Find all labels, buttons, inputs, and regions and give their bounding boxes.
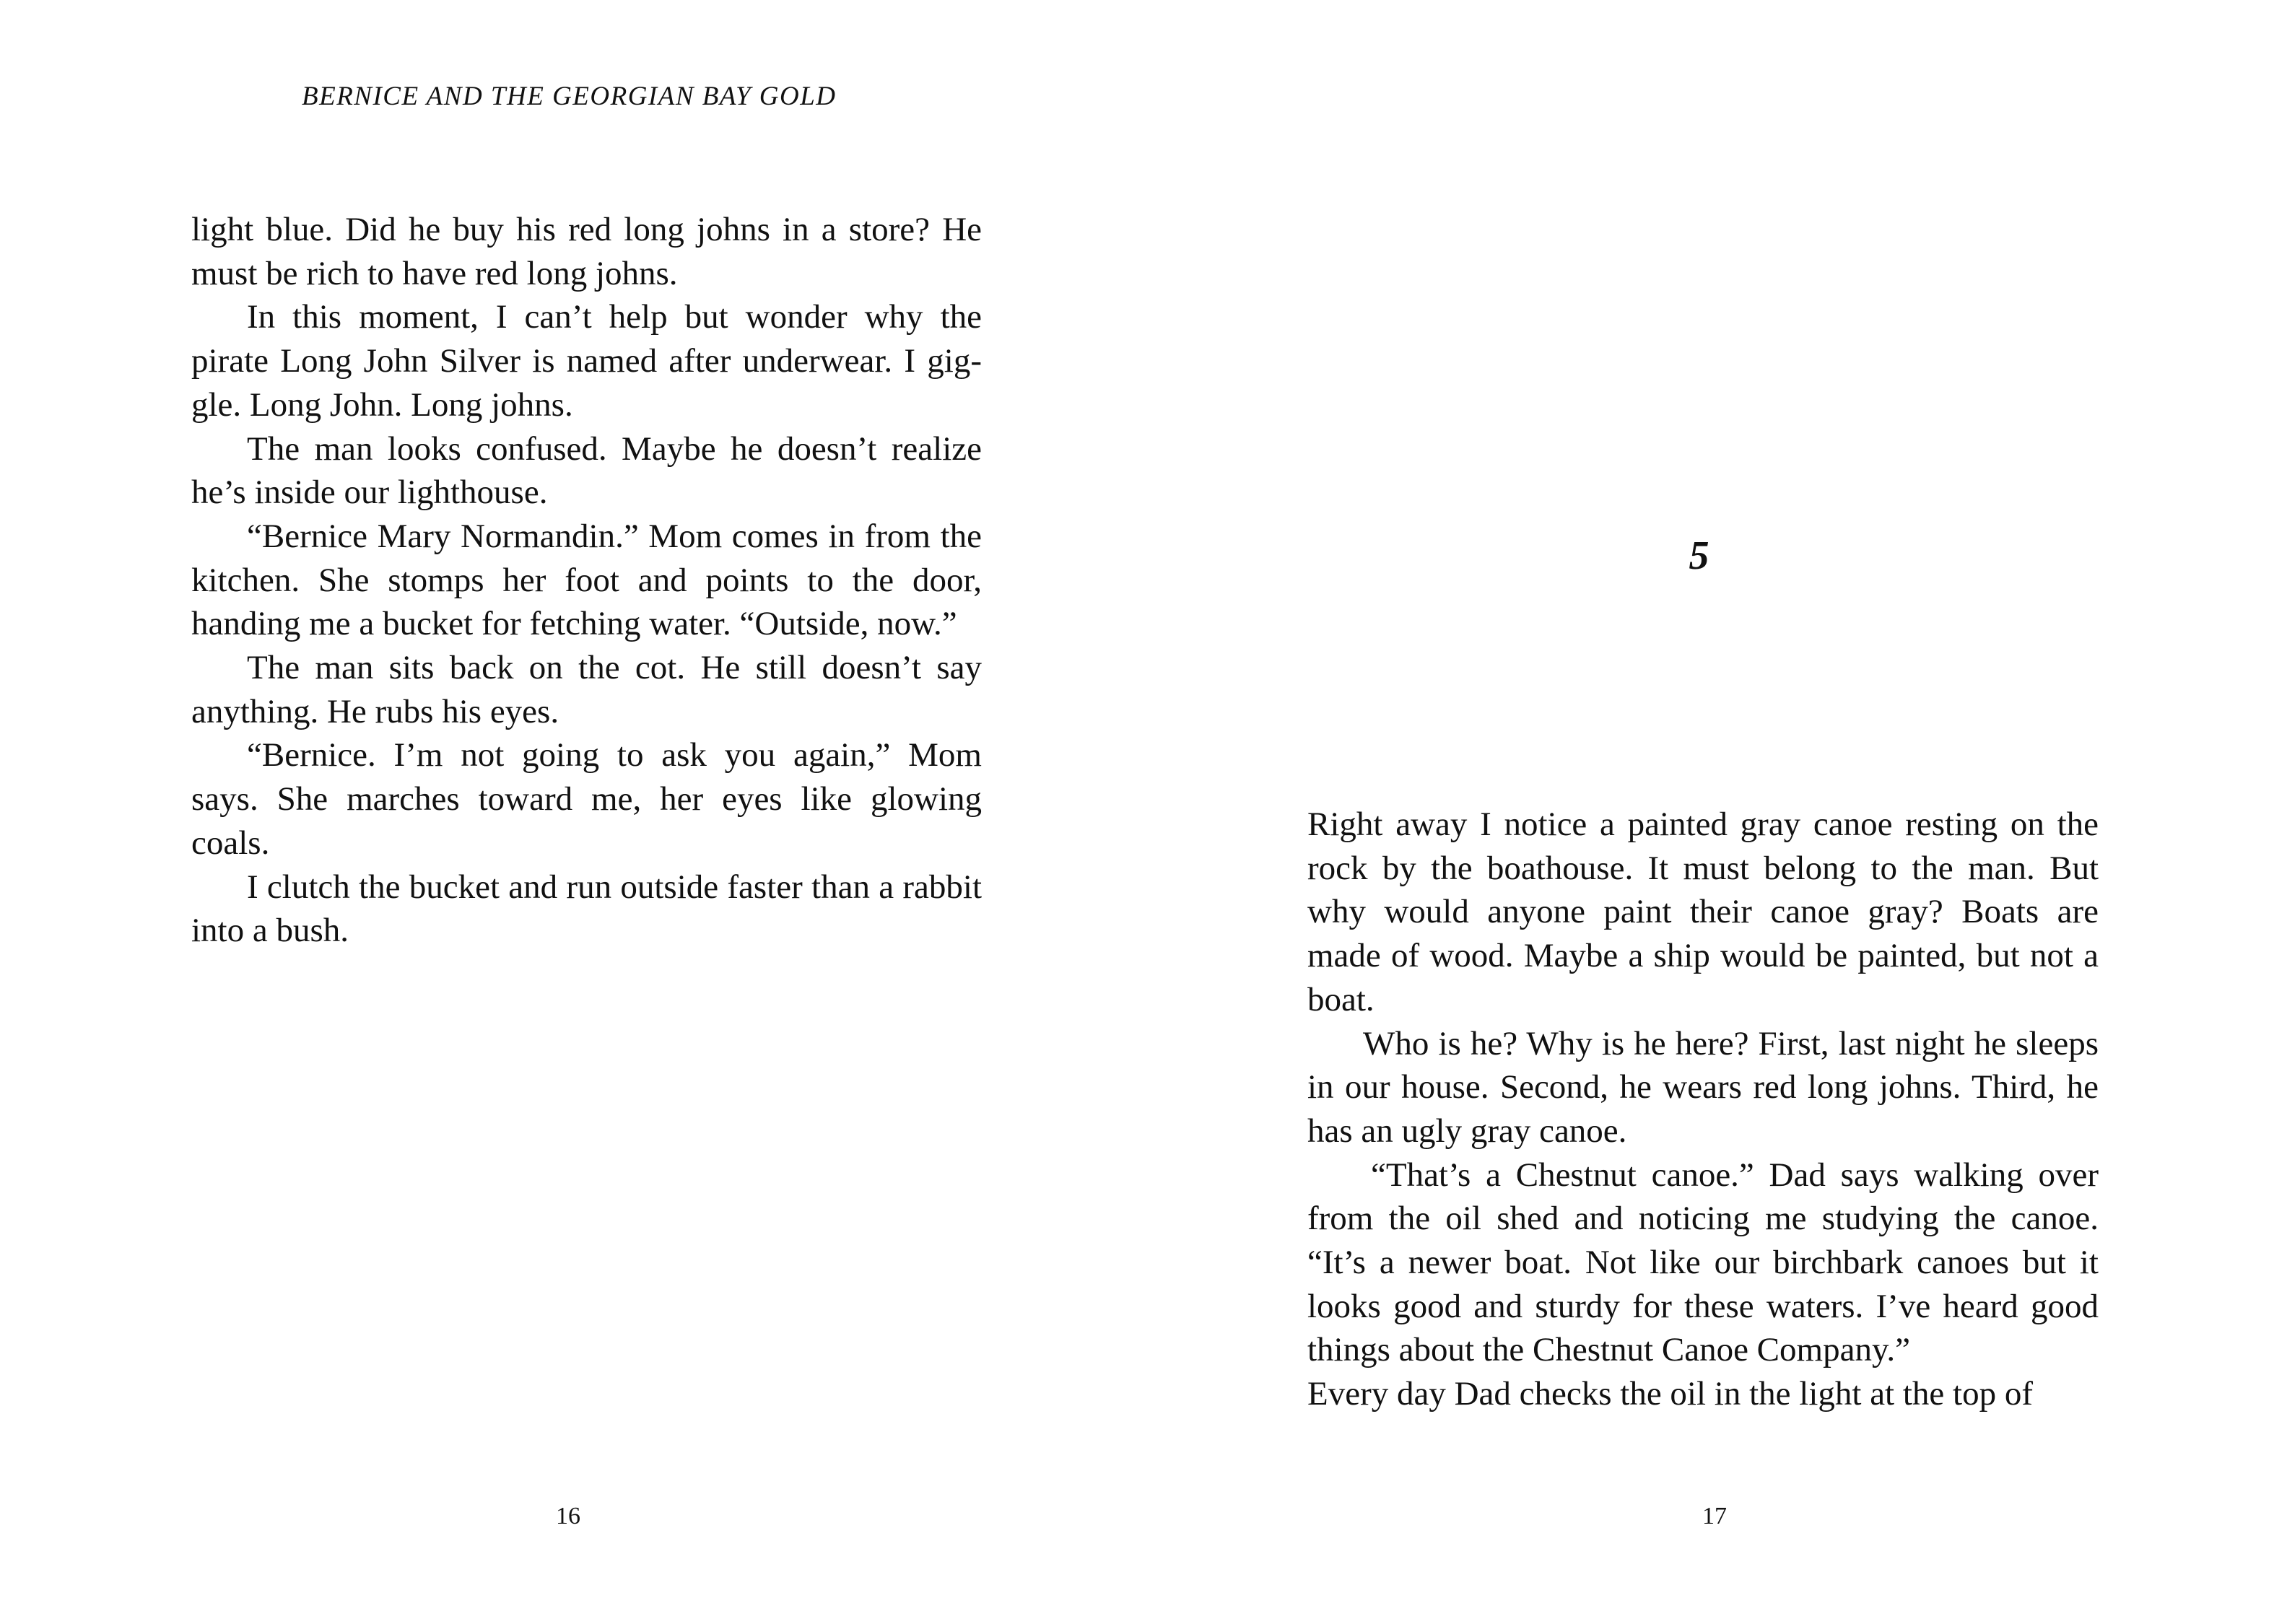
paragraph: Who is he? Why is he here? First, last night he sleeps in our house. Second, he wears red long johns. Third, he has an ugly gray canoe. xyxy=(1307,1024,2099,1150)
paragraph: “That’s a Chestnut canoe.” Dad says walking over from the oil shed and noticing me studying the canoe. “It’s a newer boat. Not like our birchbark canoes but it looks good and sturdy for these waters. I’ve heard good things about the Chestnut Canoe Company.” xyxy=(1307,1156,2099,1369)
paragraph: light blue. Did he buy his red long johns in a store? He must be rich to have red long johns. xyxy=(191,211,982,292)
paragraph: Right away I notice a painted gray canoe resting on the rock by the boathouse. It must belong to the man. But why would anyone paint their canoe gray? Boats are made of wood. Maybe a ship would be painted, but not a boat. xyxy=(1307,806,2099,1018)
paragraph: “Bernice. I’m not going to ask you again,” Mom says. She marches toward me, her eyes like glowing coals. xyxy=(191,736,982,862)
paragraph: The man looks confused. Maybe he doesn’t realize he’s inside our lighthouse. xyxy=(191,429,982,512)
paragraph: The man sits back on the cot. He still doesn’t say anything. He rubs his eyes. xyxy=(191,649,982,730)
right-page xyxy=(1137,0,2274,1624)
paragraph: “Bernice Mary Normandin.” Mom comes in from the kitchen. She stomps her foot and points to the door, handing me a bucket for fetching water. “Outside, now.” xyxy=(191,517,982,643)
left-page-text xyxy=(191,208,982,953)
page-number: 16 xyxy=(556,1503,580,1529)
paragraph: In this moment, I can’t help but wonder why the pirate Long John Silver is named after underwear. I giggle. Long John. Long johns. xyxy=(191,298,982,424)
paragraph: Every day Dad checks the oil in the light at the top of xyxy=(1307,1375,2033,1413)
running-head: BERNICE AND THE GEORGIAN BAY GOLD xyxy=(302,82,837,111)
right-page-text xyxy=(1307,803,2099,1416)
chapter-number xyxy=(1137,533,2274,579)
paragraph: I clutch the bucket and run outside faster than a rabbit into a bush. xyxy=(191,868,982,950)
chapter-number-text: 5 xyxy=(1689,533,1709,578)
page-number: 17 xyxy=(1702,1503,1727,1529)
